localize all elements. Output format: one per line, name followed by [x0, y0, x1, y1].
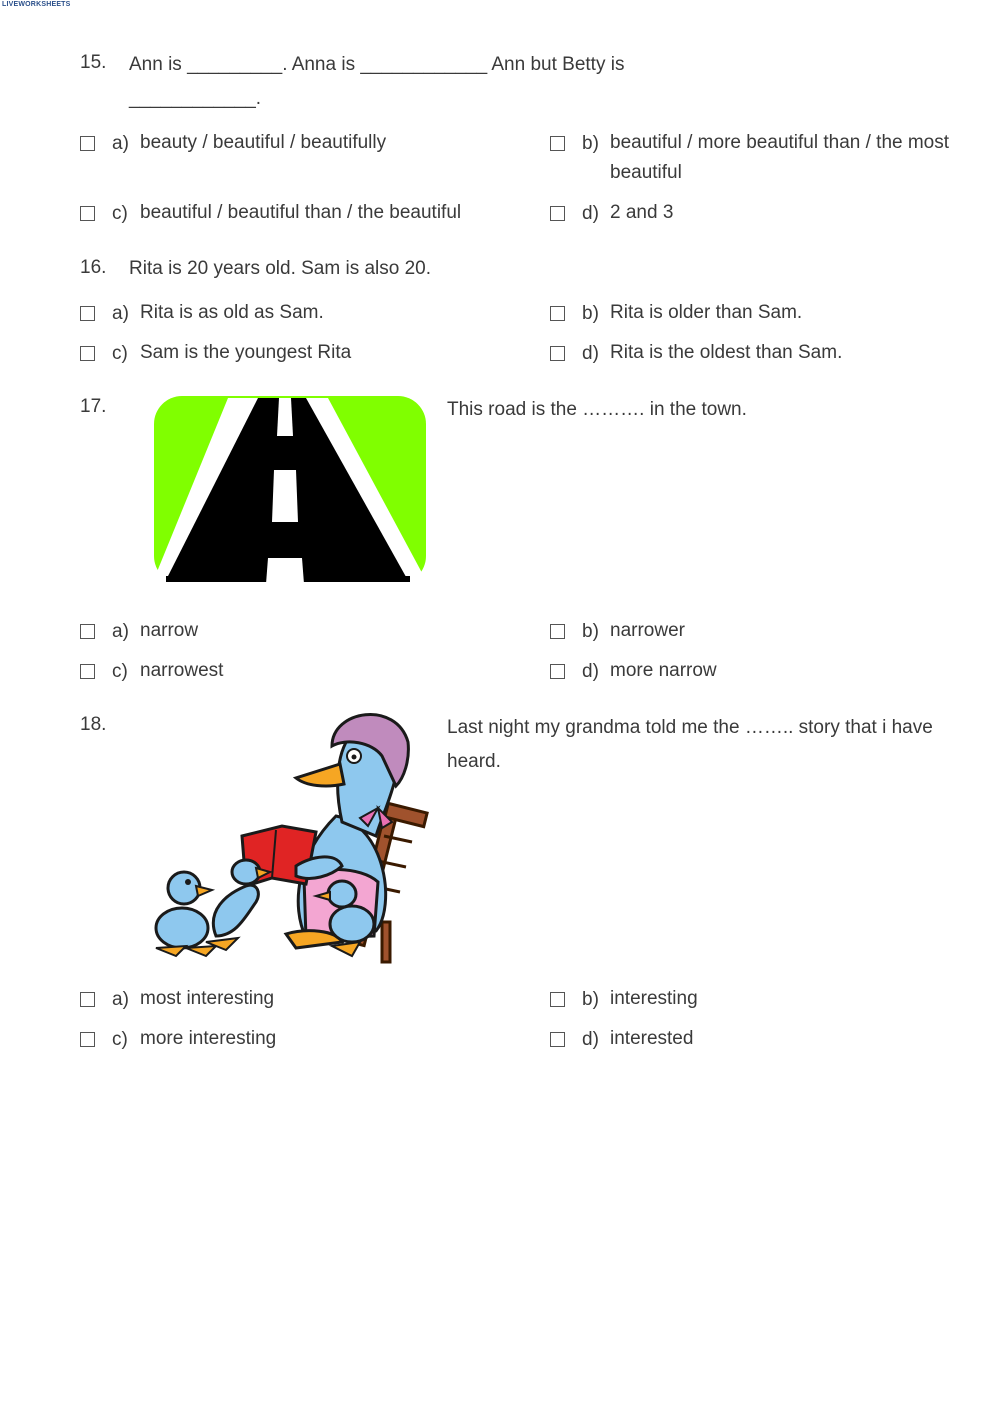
checkbox[interactable] [80, 624, 95, 639]
question-15-option-a[interactable] [80, 133, 386, 158]
lane-marking [277, 398, 293, 436]
question-18-text-line2: heard. [447, 751, 501, 772]
checkbox[interactable] [80, 992, 95, 1007]
checkbox[interactable] [80, 306, 95, 321]
option-text: Rita is as old as Sam. [140, 302, 324, 323]
option-text: narrower [610, 620, 685, 641]
road-illustration [152, 394, 428, 586]
question-16-option-a[interactable] [80, 303, 324, 328]
option-letter: b) [582, 989, 599, 1010]
question-16-option-c[interactable] [80, 343, 351, 368]
question-15-text-line2: ____________. [129, 88, 262, 109]
option-letter: c) [112, 203, 128, 224]
checkbox[interactable] [550, 306, 565, 321]
option-letter: d) [582, 661, 599, 682]
option-text-line2: beautiful [610, 162, 682, 183]
question-18-option-c[interactable] [80, 1029, 276, 1054]
option-text: interested [610, 1028, 694, 1049]
option-letter: b) [582, 303, 599, 324]
checkbox[interactable] [550, 992, 565, 1007]
question-15-option-b[interactable] [550, 133, 953, 188]
grandma-duck-reading-illustration [146, 706, 430, 968]
option-text: interesting [610, 988, 698, 1009]
option-letter: b) [582, 621, 599, 642]
liveworksheets-logo: LIVEWORKSHEETS [2, 1, 71, 8]
option-text: more narrow [610, 660, 717, 681]
question-18-option-b[interactable] [550, 989, 698, 1014]
grandma-beak [296, 764, 344, 786]
checkbox[interactable] [80, 346, 95, 361]
checkbox[interactable] [80, 664, 95, 679]
question-18-option-d[interactable] [550, 1029, 693, 1054]
lane-marking [272, 470, 298, 522]
question-16-option-b[interactable] [550, 303, 802, 328]
question-18-text-line1: Last night my grandma told me the …….. story that i have [447, 717, 933, 738]
question-17-number: 17. [80, 396, 107, 417]
option-letter: d) [582, 203, 599, 224]
option-text: Sam is the youngest Rita [140, 342, 352, 363]
option-text: narrowest [140, 660, 224, 681]
question-15-number: 15. [80, 52, 107, 73]
option-letter: b) [582, 133, 599, 154]
option-text: most interesting [140, 988, 275, 1009]
checkbox[interactable] [550, 664, 565, 679]
checkbox[interactable] [550, 136, 565, 151]
checkbox[interactable] [550, 346, 565, 361]
option-text: beauty / beautiful / beautifully [140, 132, 387, 153]
option-text: beautiful / beautiful than / the beautiful [140, 202, 462, 223]
option-text: Rita is the oldest than Sam. [610, 342, 843, 363]
option-letter: c) [112, 1029, 128, 1050]
question-15-text-line1: Ann is _________. Anna is ____________ Ann but Betty is [129, 54, 625, 75]
lane-marking [266, 558, 304, 584]
checkbox[interactable] [550, 1032, 565, 1047]
option-text: more interesting [140, 1028, 277, 1049]
option-letter: a) [112, 621, 129, 642]
option-letter: c) [112, 661, 128, 682]
question-18-option-a[interactable] [80, 989, 274, 1014]
checkbox[interactable] [80, 136, 95, 151]
option-text: Rita is older than Sam. [610, 302, 803, 323]
question-16-number: 16. [80, 257, 107, 278]
question-17-option-b[interactable] [550, 621, 685, 646]
checkbox[interactable] [80, 206, 95, 221]
question-16-option-d[interactable] [550, 343, 842, 368]
question-17-option-d[interactable] [550, 661, 717, 686]
checkbox[interactable] [80, 1032, 95, 1047]
option-text: 2 and 3 [610, 202, 674, 223]
option-letter: d) [582, 343, 599, 364]
option-letter: c) [112, 343, 128, 364]
question-17-option-a[interactable] [80, 621, 198, 646]
duckling-middle [206, 860, 270, 950]
option-letter: a) [112, 303, 129, 324]
option-letter: a) [112, 133, 129, 154]
question-17-option-c[interactable] [80, 661, 223, 686]
option-letter: d) [582, 1029, 599, 1050]
option-text-line1: beautiful / more beautiful than / the most [610, 133, 950, 153]
checkbox[interactable] [550, 206, 565, 221]
checkbox[interactable] [550, 624, 565, 639]
question-17-text: This road is the ………. in the town. [447, 399, 747, 420]
question-18-number: 18. [80, 714, 107, 735]
question-15-option-d[interactable] [550, 203, 673, 228]
option-letter: a) [112, 989, 129, 1010]
question-16-text: Rita is 20 years old. Sam is also 20. [129, 258, 432, 279]
option-text: narrow [140, 620, 199, 641]
question-15-option-c[interactable] [80, 203, 461, 228]
